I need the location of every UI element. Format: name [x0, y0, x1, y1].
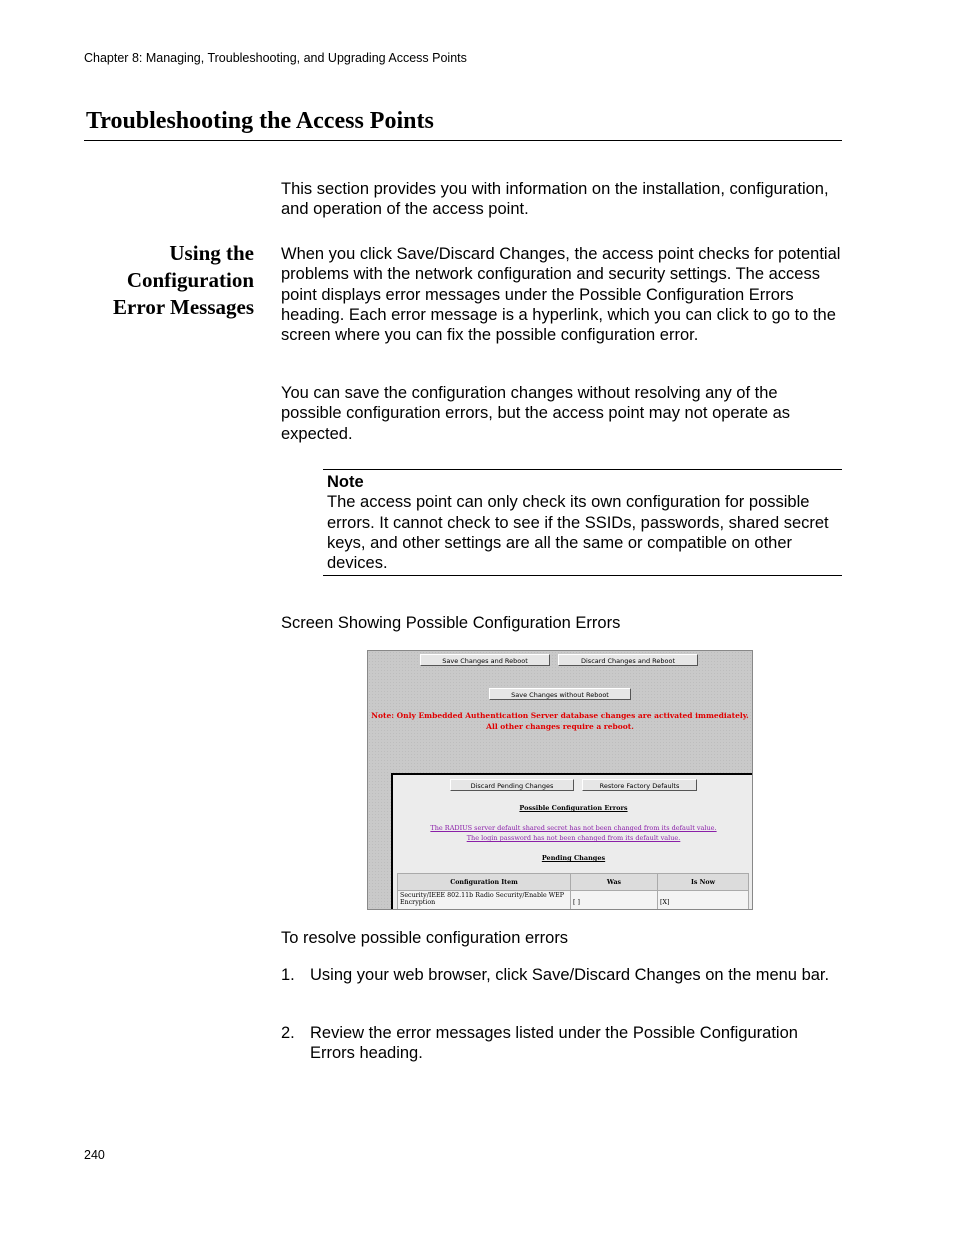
table-header-row	[398, 874, 749, 891]
note-title: Note	[327, 473, 364, 491]
column-header: Is Now	[658, 874, 749, 891]
note-box	[323, 469, 842, 576]
save-without-reboot-button: Save Changes without Reboot	[489, 688, 631, 700]
column-header: Configuration Item	[398, 874, 571, 891]
page-number: 240	[84, 1148, 105, 1162]
table-cell: [ ]	[571, 891, 658, 911]
procedure-step	[281, 1023, 841, 1064]
save-and-reboot-button: Save Changes and Reboot	[420, 654, 550, 666]
title-rule	[84, 140, 842, 141]
note-text: The access point can only check its own configuration for possible errors. It cannot check to see if the SSIDs, passwords, shared secret keys, and other settings are all the same or compatible on other devices.	[327, 493, 829, 573]
procedure-title: To resolve possible configuration errors	[281, 929, 569, 947]
pending-changes-table	[397, 873, 749, 910]
chapter-header: Chapter 8: Managing, Troubleshooting, and Upgrading Access Points	[84, 51, 467, 65]
step-text: Review the error messages listed under the Possible Configuration Errors heading.	[310, 1024, 798, 1063]
intro-paragraph: This section provides you with information on the installation, configuration, and operation of the access point.	[281, 180, 829, 219]
possible-config-errors-heading: Possible Configuration Errors	[519, 804, 628, 812]
warning-line-2: All other changes require a reboot.	[486, 722, 634, 731]
error-link: The login password has not been changed from its default value.	[466, 834, 681, 842]
discard-pending-changes-button: Discard Pending Changes	[450, 779, 574, 791]
config-errors-screenshot	[367, 650, 753, 910]
subsection-paragraph-2: You can save the configuration changes without resolving any of the possible configuration errors, but the access point may not operate as expected.	[281, 384, 791, 443]
warning-line-1: Note: Only Embedded Authentication Server database changes are activated immediately.	[371, 711, 749, 720]
discard-and-reboot-button: Discard Changes and Reboot	[558, 654, 698, 666]
table-cell: [X]	[658, 891, 749, 911]
column-header: Was	[571, 874, 658, 891]
table-row	[398, 891, 749, 911]
pending-changes-panel	[391, 773, 753, 910]
figure-caption: Screen Showing Possible Configuration Errors	[281, 614, 621, 632]
step-number: 2.	[281, 1024, 295, 1042]
table-cell: Security/IEEE 802.11b Radio Security/Enable WEP Encryption	[398, 891, 571, 911]
subsection-title: Using the Configuration Error Messages	[113, 241, 254, 319]
procedure-step	[281, 965, 841, 985]
pending-changes-heading: Pending Changes	[541, 854, 606, 862]
step-text: Using your web browser, click Save/Discard Changes on the menu bar.	[310, 966, 830, 984]
restore-factory-defaults-button: Restore Factory Defaults	[582, 779, 697, 791]
subsection-paragraph-1: When you click Save/Discard Changes, the access point checks for potential problems with the network configuration and security settings. The access point displays error messages under the Possible Configuration Errors heading. Each error message is a hyperlink, which you can click to go to the screen where you can fix the possible configuration error.	[281, 245, 841, 345]
section-title: Troubleshooting the Access Points	[86, 108, 434, 134]
error-link: The RADIUS server default shared secret has not been changed from its default value.	[430, 824, 717, 832]
step-number: 1.	[281, 966, 295, 984]
